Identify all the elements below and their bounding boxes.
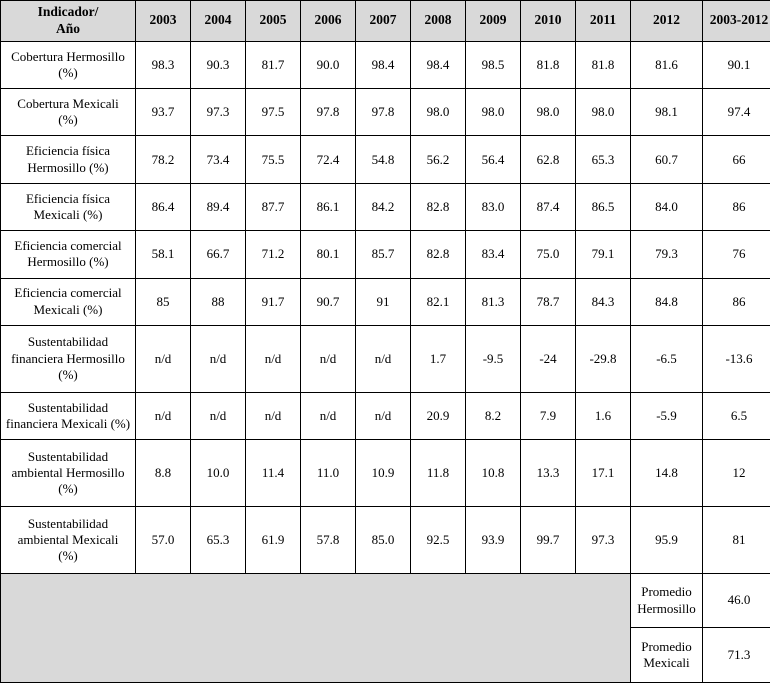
cell-value: 56.4 <box>466 136 521 183</box>
cell-value: 1.7 <box>411 325 466 392</box>
cell-value: 54.8 <box>356 136 411 183</box>
cell-value: 81.8 <box>576 41 631 88</box>
cell-value: 57.0 <box>136 506 191 573</box>
cell-value: 98.3 <box>136 41 191 88</box>
table-row <box>1 506 770 573</box>
cell-value: 84.2 <box>356 183 411 230</box>
row-label-line: Sustentabilidad <box>27 515 109 531</box>
cell-value: 10.0 <box>191 440 246 507</box>
cell-value: 80.1 <box>301 231 356 278</box>
cell-value: 98.0 <box>411 89 466 136</box>
row-label-line: Sustentabilidad <box>27 334 109 350</box>
row-label-line: Sustentabilidad <box>27 448 109 464</box>
row-label <box>1 136 136 183</box>
cell-value: 83.0 <box>466 183 521 230</box>
row-label-line: ambiental Hermosillo <box>11 464 125 480</box>
cell-value: 98.0 <box>521 89 576 136</box>
cell-value: 97.3 <box>576 506 631 573</box>
cell-value: 90.1 <box>703 41 770 88</box>
cell-value: 14.8 <box>631 440 703 507</box>
cell-value: 79.3 <box>631 231 703 278</box>
cell-value: 98.0 <box>576 89 631 136</box>
cell-value: 86 <box>703 183 770 230</box>
cell-value: -24 <box>521 325 576 392</box>
summary-label-hermosillo <box>631 573 703 628</box>
row-label-line: ambiental Mexicali <box>17 531 119 547</box>
cell-value: 81.7 <box>246 41 301 88</box>
summary-label-line: Promedio <box>641 584 692 600</box>
row-label-line: Eficiencia comercial <box>14 238 122 254</box>
cell-value: 95.9 <box>631 506 703 573</box>
table-row <box>1 231 770 278</box>
cell-value: 82.8 <box>411 183 466 230</box>
column-header-2006: 2006 <box>301 1 356 42</box>
row-label <box>1 89 136 136</box>
cell-value: 86 <box>703 278 770 325</box>
cell-value: 61.9 <box>246 506 301 573</box>
summary-value-hermosillo: 46.0 <box>703 573 770 628</box>
cell-value: 86.5 <box>576 183 631 230</box>
cell-value: 1.6 <box>576 392 631 439</box>
row-label-line: (%) <box>58 64 78 80</box>
cell-value: 10.8 <box>466 440 521 507</box>
cell-value: n/d <box>301 325 356 392</box>
cell-value: 78.2 <box>136 136 191 183</box>
cell-value: 81.6 <box>631 41 703 88</box>
column-header-indicator-line1: Indicador/ <box>37 4 99 19</box>
cell-value: 60.7 <box>631 136 703 183</box>
cell-value: n/d <box>191 325 246 392</box>
cell-value: 97.8 <box>301 89 356 136</box>
row-label-line: Eficiencia física <box>25 143 111 159</box>
column-header-2008: 2008 <box>411 1 466 42</box>
cell-value: 71.2 <box>246 231 301 278</box>
cell-value: n/d <box>191 392 246 439</box>
cell-value: 57.8 <box>301 506 356 573</box>
cell-value: n/d <box>246 325 301 392</box>
cell-value: 84.0 <box>631 183 703 230</box>
column-header-2011: 2011 <box>576 1 631 42</box>
column-header-2009: 2009 <box>466 1 521 42</box>
cell-value: 83.4 <box>466 231 521 278</box>
column-header-2007: 2007 <box>356 1 411 42</box>
cell-value: 8.8 <box>136 440 191 507</box>
cell-value: 66.7 <box>191 231 246 278</box>
cell-value: 89.4 <box>191 183 246 230</box>
cell-value: n/d <box>136 392 191 439</box>
summary-label-line: Hermosillo <box>637 600 696 616</box>
cell-value: 12 <box>703 440 770 507</box>
summary-value-mexicali: 71.3 <box>703 628 770 683</box>
table-row <box>1 325 770 392</box>
row-label <box>1 440 136 507</box>
column-header-2004: 2004 <box>191 1 246 42</box>
cell-value: 90.3 <box>191 41 246 88</box>
cell-value: 99.7 <box>521 506 576 573</box>
cell-value: 66 <box>703 136 770 183</box>
table-row <box>1 183 770 230</box>
row-label <box>1 41 136 88</box>
cell-value: 7.9 <box>521 392 576 439</box>
column-header-indicator-line2: Año <box>55 20 80 36</box>
cell-value: n/d <box>356 392 411 439</box>
row-label <box>1 183 136 230</box>
cell-value: 65.3 <box>191 506 246 573</box>
row-label-line: Mexicali (%) <box>33 301 103 317</box>
cell-value: 84.3 <box>576 278 631 325</box>
cell-value: 82.8 <box>411 231 466 278</box>
cell-value: 72.4 <box>301 136 356 183</box>
cell-value: 81.3 <box>466 278 521 325</box>
cell-value: 79.1 <box>576 231 631 278</box>
cell-value: 90.0 <box>301 41 356 88</box>
cell-value: 93.9 <box>466 506 521 573</box>
cell-value: 97.5 <box>246 89 301 136</box>
table-header-row <box>1 1 770 42</box>
row-label-line: financiera Mexicali (%) <box>5 415 131 431</box>
cell-value: 93.7 <box>136 89 191 136</box>
cell-value: 11.0 <box>301 440 356 507</box>
cell-value: 97.3 <box>191 89 246 136</box>
column-header-2010: 2010 <box>521 1 576 42</box>
summary-label-line: Mexicali <box>643 655 690 671</box>
cell-value: 88 <box>191 278 246 325</box>
row-label-line: Sustentabilidad <box>27 399 109 415</box>
cell-value: 98.0 <box>466 89 521 136</box>
table-row <box>1 89 770 136</box>
cell-value: 20.9 <box>411 392 466 439</box>
cell-value: 91.7 <box>246 278 301 325</box>
cell-value: 97.4 <box>703 89 770 136</box>
table-row <box>1 41 770 88</box>
summary-row-hermosillo <box>1 573 770 628</box>
cell-value: 81.8 <box>521 41 576 88</box>
summary-label-mexicali <box>631 628 703 683</box>
cell-value: -13.6 <box>703 325 770 392</box>
cell-value: 65.3 <box>576 136 631 183</box>
row-label-line: Cobertura Hermosillo <box>11 48 125 64</box>
cell-value: 86.1 <box>301 183 356 230</box>
cell-value: 97.8 <box>356 89 411 136</box>
cell-value: 11.8 <box>411 440 466 507</box>
table-row <box>1 136 770 183</box>
cell-value: 17.1 <box>576 440 631 507</box>
cell-value: 98.4 <box>411 41 466 88</box>
table-row <box>1 392 770 439</box>
row-label-line: Eficiencia comercial <box>14 285 122 301</box>
row-label <box>1 231 136 278</box>
cell-value: n/d <box>136 325 191 392</box>
row-label <box>1 392 136 439</box>
column-header-2012: 2012 <box>631 1 703 42</box>
row-label-line: (%) <box>58 548 78 563</box>
cell-value: 75.5 <box>246 136 301 183</box>
cell-value: n/d <box>301 392 356 439</box>
table-row <box>1 440 770 507</box>
column-header-2003: 2003 <box>136 1 191 42</box>
cell-value: 78.7 <box>521 278 576 325</box>
cell-value: 90.7 <box>301 278 356 325</box>
cell-value: -6.5 <box>631 325 703 392</box>
cell-value: 98.5 <box>466 41 521 88</box>
cell-value: 58.1 <box>136 231 191 278</box>
row-label-line: (%) <box>58 112 78 128</box>
column-header-2005: 2005 <box>246 1 301 42</box>
row-label <box>1 325 136 392</box>
cell-value: 85.7 <box>356 231 411 278</box>
cell-value: 92.5 <box>411 506 466 573</box>
cell-value: 10.9 <box>356 440 411 507</box>
cell-value: -29.8 <box>576 325 631 392</box>
cell-value: 91 <box>356 278 411 325</box>
cell-value: 87.4 <box>521 183 576 230</box>
row-label-line: Hermosillo (%) <box>27 254 109 270</box>
row-label <box>1 506 136 573</box>
cell-value: 75.0 <box>521 231 576 278</box>
cell-value: 81 <box>703 506 770 573</box>
cell-value: 62.8 <box>521 136 576 183</box>
summary-label-line: Promedio <box>641 638 692 654</box>
cell-value: 6.5 <box>703 392 770 439</box>
cell-value: 86.4 <box>136 183 191 230</box>
table-row <box>1 278 770 325</box>
cell-value: 73.4 <box>191 136 246 183</box>
cell-value: 85.0 <box>356 506 411 573</box>
cell-value: 85 <box>136 278 191 325</box>
cell-value: 84.8 <box>631 278 703 325</box>
row-label-line: (%) <box>58 481 78 497</box>
row-label-line: financiera Hermosillo <box>11 350 125 366</box>
cell-value: -5.9 <box>631 392 703 439</box>
cell-value: -9.5 <box>466 325 521 392</box>
cell-value: 98.1 <box>631 89 703 136</box>
row-label-line: Mexicali (%) <box>33 207 103 222</box>
row-label-line: Hermosillo (%) <box>27 159 109 175</box>
cell-value: 87.7 <box>246 183 301 230</box>
row-label-line: Cobertura Mexicali <box>17 96 119 112</box>
row-label <box>1 278 136 325</box>
column-header-indicator <box>1 1 136 42</box>
row-label-line: (%) <box>58 366 78 382</box>
cell-value: 8.2 <box>466 392 521 439</box>
cell-value: 82.1 <box>411 278 466 325</box>
cell-value: n/d <box>246 392 301 439</box>
footer-spacer <box>1 573 631 682</box>
cell-value: 56.2 <box>411 136 466 183</box>
cell-value: 98.4 <box>356 41 411 88</box>
column-header-2003-2012: 2003-2012 <box>703 1 770 42</box>
cell-value: 11.4 <box>246 440 301 507</box>
row-label-line: Eficiencia física <box>25 190 111 206</box>
cell-value: n/d <box>356 325 411 392</box>
cell-value: 76 <box>703 231 770 278</box>
cell-value: 13.3 <box>521 440 576 507</box>
